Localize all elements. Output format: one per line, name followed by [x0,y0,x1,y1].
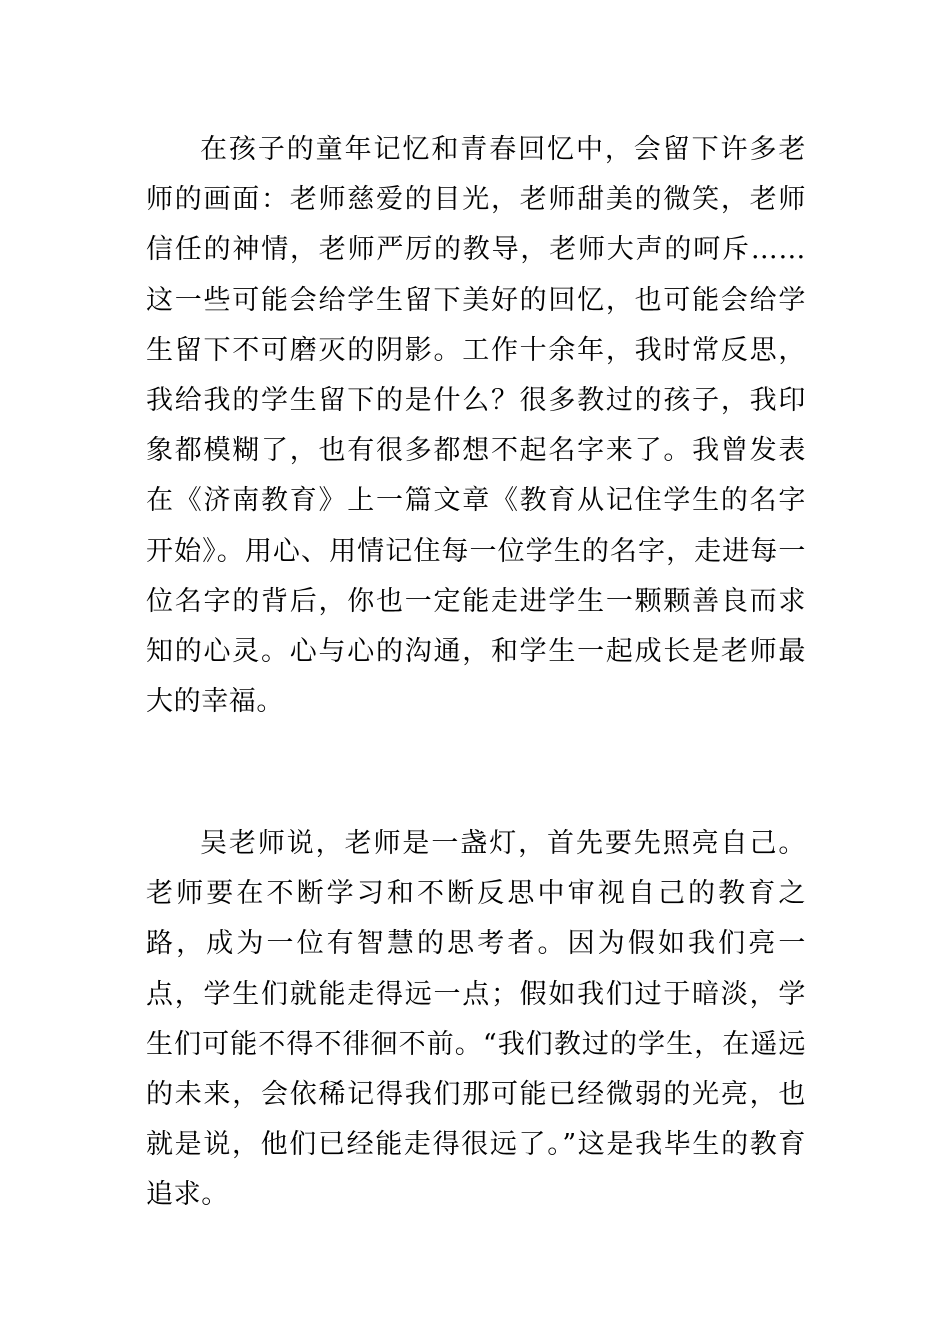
body-paragraph: 吴老师说，老师是一盏灯，首先要先照亮自己。老师要在不断学习和不断反思中审视自己的教育之路，成为一位有智慧的思考者。因为假如我们亮一点，学生们就能走得远一点；假如我们过于暗淡，学生们可能不得不徘徊不前。“我们教过的学生，在遥远的未来，会依稀记得我们那可能已经微弱的光亮，也就是说，他们已经能走得很远了。”这是我毕生的教育追求。 [146,828,806,1211]
body-paragraph: 在孩子的童年记忆和青春回忆中，会留下许多老师的画面：老师慈爱的目光，老师甜美的微笑，老师信任的神情，老师严厉的教导，老师大声的呵斥……这一些可能会给学生留下美好的回忆，也可能会给学生留下不可磨灭的阴影。工作十余年，我时常反思，我给我的学生留下的是什么？很多教过的孩子，我印象都模糊了，也有很多都想不起名字来了。我曾发表在《济南教育》上一篇文章《教育从记住学生的名字开始》。用心、用情记住每一位学生的名字，走进每一位名字的背后，你也一定能走进学生一颗颗善良而求知的心灵。心与心的沟通，和学生一起成长是老师最大的幸福。 [146,134,806,718]
